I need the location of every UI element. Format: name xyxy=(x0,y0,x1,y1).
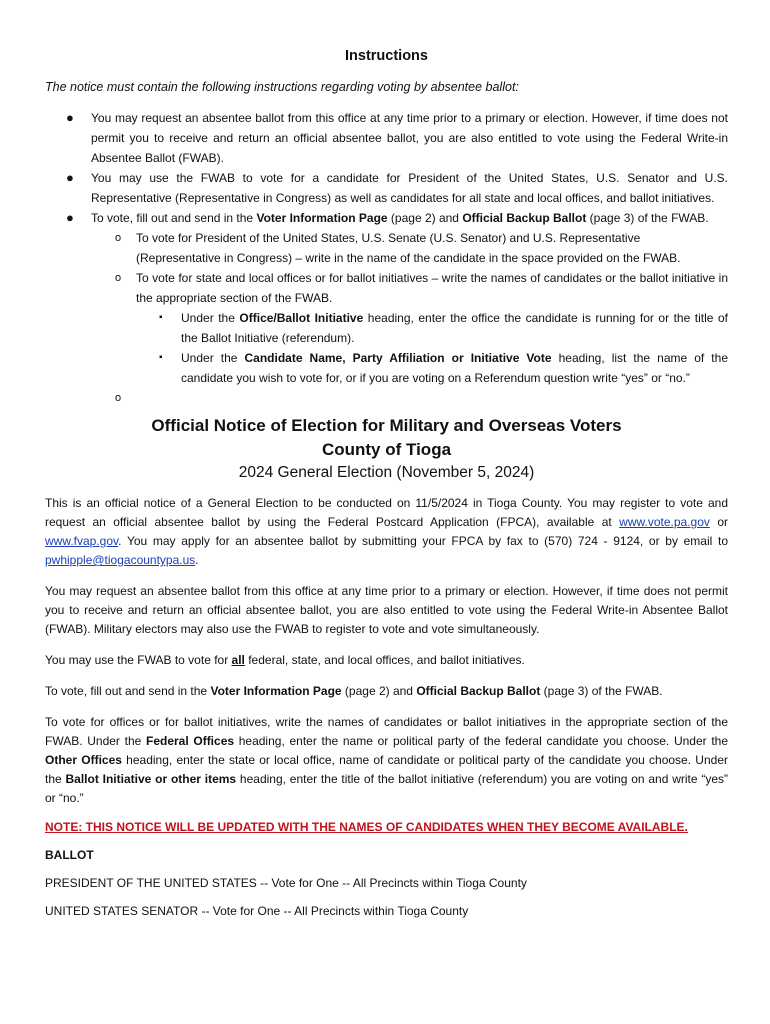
instruction-text: You may use the FWAB to vote for a candidate for President of the United States, U.S. Senator and U.S. Representative (Representative in Congress) as well as candidates for all state and local offices, and ballot initiatives. xyxy=(91,171,728,205)
paragraph-text: To vote for offices or for ballot initiatives, write the names of candidates or ballot initiatives in the appropriate section of the FWAB. Under the xyxy=(45,715,728,748)
list-item xyxy=(45,208,728,408)
sub-sub-list xyxy=(136,308,728,388)
notice-paragraph xyxy=(45,682,728,701)
circle-bullet-icon: o xyxy=(115,232,122,244)
vote-pa-link[interactable]: www.vote.pa.gov xyxy=(619,515,710,529)
bold-term: Ballot Initiative or other items xyxy=(65,772,237,786)
instruction-text: Under the xyxy=(181,351,245,365)
email-link[interactable]: pwhipple@tiogacountypa.us xyxy=(45,553,196,567)
bold-term: Official Backup Ballot xyxy=(416,684,541,698)
paragraph-text: You may use the FWAB to vote for xyxy=(45,653,232,667)
instructions-intro: The notice must contain the following instructions regarding voting by absentee ballot: xyxy=(45,80,519,94)
bold-term: all xyxy=(231,653,245,667)
notice-paragraph xyxy=(45,651,728,670)
bullet-dot-icon: ● xyxy=(66,110,74,125)
instruction-text: heading, enter the office the candidate is running for or the title of the Ballot Initiative (referendum). xyxy=(181,311,728,345)
sub-list-item xyxy=(91,268,728,388)
sub-sub-list-item xyxy=(136,348,728,388)
paragraph-text: heading, enter the title of the ballot initiative (referendum) you are voting on and write “yes” or “no.” xyxy=(45,772,729,805)
paragraph-text: To vote, fill out and send in the xyxy=(45,684,211,698)
sub-list-item xyxy=(91,228,728,268)
bullet-dot-icon: ● xyxy=(66,170,74,185)
paragraph-text: This is an official notice of a General Election to be conducted on 11/5/2024 in Tioga County. You may register to vote and request an official absentee ballot by using the Federal Postcard Application (FPCA), available at xyxy=(45,496,728,529)
square-bullet-icon: ▪ xyxy=(159,312,163,323)
notice-title-county: County of Tioga xyxy=(321,440,452,459)
paragraph-text: (page 2) and xyxy=(341,684,417,698)
notice-title-line: Official Notice of Election for Military and Overseas Voters xyxy=(151,416,622,435)
paragraph-text: . You may apply for an absentee ballot by submitting your FPCA by fax to (570) 724 - 9124, or by email to xyxy=(118,534,728,548)
bold-term: Federal Offices xyxy=(145,734,235,748)
paragraph-text: (page 3) of the FWAB. xyxy=(540,684,663,698)
bullet-dot-icon: ● xyxy=(66,210,74,225)
notice-subtitle: 2024 General Election (November 5, 2024) xyxy=(238,464,535,481)
bold-term: Other Offices xyxy=(45,753,122,767)
update-note: NOTE: THIS NOTICE WILL BE UPDATED WITH THE NAMES OF CANDIDATES WHEN THEY BECOME AVAILABLE. xyxy=(45,820,688,834)
instruction-text: heading, list the name of the candidate you wish to vote for, or if you are voting on a Referendum question write “yes” or “no.” xyxy=(181,351,728,385)
ballot-line-president: PRESIDENT OF THE UNITED STATES -- Vote for One -- All Precincts within Tioga County xyxy=(45,876,527,890)
instruction-text: You may request an absentee ballot from this office at any time prior to a primary or election. However, if time does not permit you to receive and return an official absentee ballot, you are also entitled to vote using the Federal Write-in Absentee Ballot (FWAB). xyxy=(91,111,728,165)
instruction-text: To vote, fill out and send in the xyxy=(91,211,257,225)
notice-title xyxy=(45,414,728,462)
instruction-text: To vote for President of the United States, U.S. Senate (U.S. Senator) and U.S. Representative (Representative in Congress) – write in the name of the candidate in the space provided on the FWAB. xyxy=(136,231,681,265)
circle-bullet-icon: o xyxy=(115,392,122,404)
sub-list xyxy=(91,228,728,408)
bold-term: Official Backup Ballot xyxy=(462,211,587,225)
instructions-list xyxy=(45,108,728,408)
paragraph-text: heading, enter the state or local office, name of candidate or political party of the candidate you choose. Under the xyxy=(45,753,728,786)
sub-sub-list-item xyxy=(136,308,728,348)
instruction-text: To vote for state and local offices or for ballot initiatives – write the names of candidates or the ballot initiative in the appropriate section of the FWAB. xyxy=(136,271,728,305)
bold-term: Candidate Name, Party Affiliation or Initiative Vote xyxy=(244,351,552,365)
instruction-text: Under the xyxy=(181,311,240,325)
list-item xyxy=(45,168,728,208)
paragraph-text: or xyxy=(709,515,728,529)
ballot-heading: BALLOT xyxy=(45,848,94,862)
sub-list-item-empty xyxy=(91,388,728,408)
notice-paragraph xyxy=(45,713,728,808)
paragraph-text: federal, state, and local offices, and ballot initiatives. xyxy=(244,653,525,667)
paragraph-text: heading, enter the name or political party of the federal candidate you choose. Under the xyxy=(234,734,729,748)
square-bullet-icon: ▪ xyxy=(159,352,163,363)
ballot-line-senator: UNITED STATES SENATOR -- Vote for One -- All Precincts within Tioga County xyxy=(45,904,469,918)
bold-term: Voter Information Page xyxy=(210,684,342,698)
circle-bullet-icon: o xyxy=(115,272,122,284)
bold-term: Voter Information Page xyxy=(256,211,388,225)
bold-term: Office/Ballot Initiative xyxy=(239,311,364,325)
notice-paragraph: You may request an absentee ballot from this office at any time prior to a primary or election. However, if time does not permit you to receive and return an official absentee ballot, you are also entitled to vote using the Federal Write-in Absentee Ballot (FWAB). Military electors may also use the FWAB to register to vote and vote simultaneously. xyxy=(45,584,728,636)
instruction-text: (page 2) and xyxy=(387,211,463,225)
fvap-link[interactable]: www.fvap.gov xyxy=(45,534,119,548)
document-content xyxy=(45,48,728,932)
notice-paragraph xyxy=(45,494,728,570)
instructions-heading: Instructions xyxy=(345,48,428,64)
instruction-text: (page 3) of the FWAB. xyxy=(586,211,709,225)
list-item xyxy=(45,108,728,168)
paragraph-text: . xyxy=(195,553,199,567)
